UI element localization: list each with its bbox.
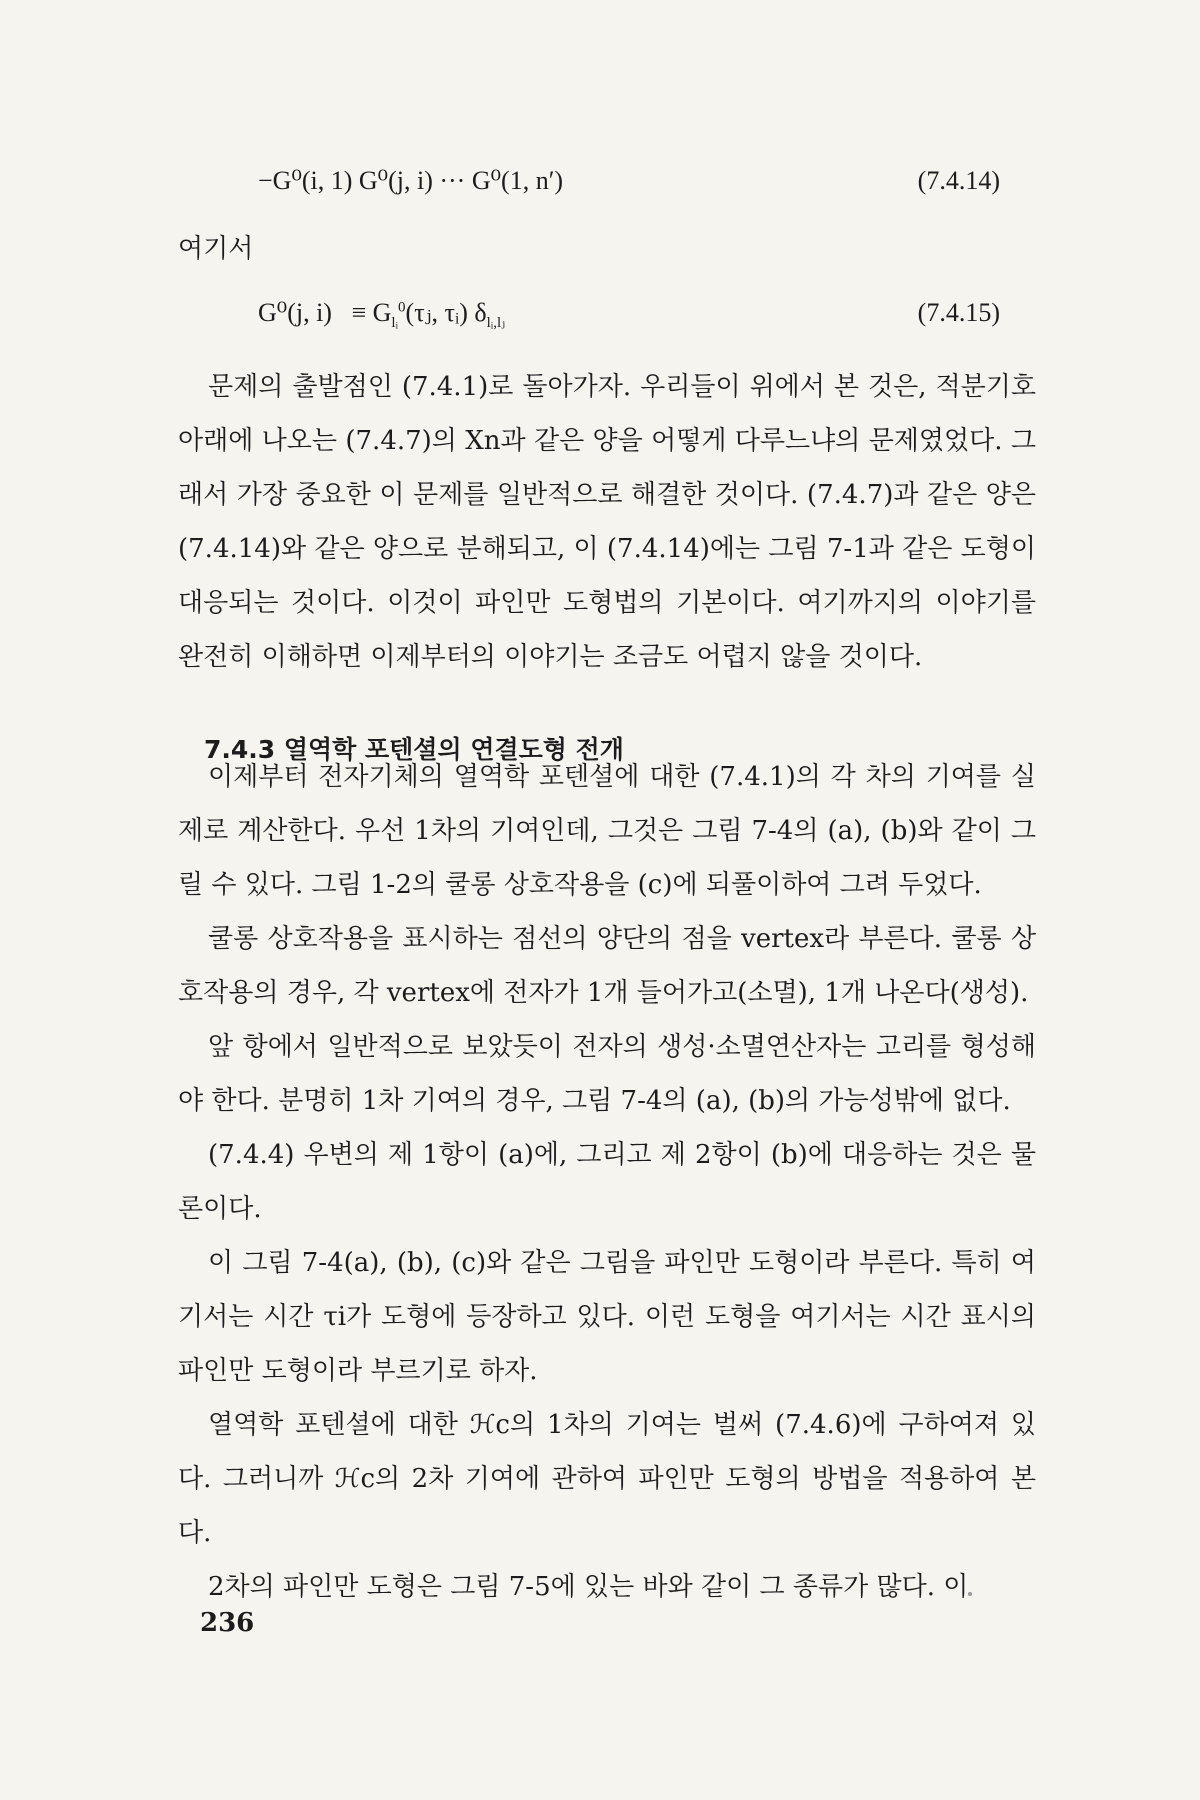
paragraph: 이제부터 전자기체의 열역학 포텐셜에 대한 (7.4.1)의 각 차의 기여를 실제로 계산한다. 우선 1차의 기여인데, 그것은 그림 7-4의 (a), (b)와 같이 그릴 수 있다. 그림 1-2의 쿨롱 상호작용을 (c)에 되풀이하여 그려 두었다. [178, 762, 1036, 900]
paragraph: (7.4.4) 우변의 제 1항이 (a)에, 그리고 제 2항이 (b)에 대응하는 것은 물론이다. [178, 1140, 1036, 1224]
equation-body [258, 298, 505, 332]
where-label: 여기서 [178, 234, 254, 264]
paragraph: 2차의 파인만 도형은 그림 7-5에 있는 바와 같이 그 종류가 많다. 이 [208, 1572, 969, 1602]
green-function-superscript: 0 [398, 299, 406, 316]
equation-number: (7.4.14) [917, 166, 1000, 195]
equation-arguments: (τⱼ, τᵢ) δ [405, 298, 487, 327]
equation-lhs: G⁰(j, i) [258, 298, 332, 327]
print-speck [968, 1592, 972, 1596]
paragraph: 앞 항에서 일반적으로 보았듯이 전자의 생성·소멸연산자는 고리를 형성해야 한다. 분명히 1차 기여의 경우, 그림 7-4의 (a), (b)의 가능성밖에 없다. [178, 1032, 1036, 1116]
equation-body: −G⁰(i, 1) G⁰(j, i) ··· G⁰(1, n′) [258, 166, 564, 195]
body-text-block-2 [178, 750, 1036, 1614]
equation-7-4-15 [0, 290, 1200, 340]
equation-operator: ≡ [351, 298, 367, 327]
equation-green-function: G [372, 298, 392, 327]
paragraph: 이 그림 7-4(a), (b), (c)와 같은 그림을 파인만 도형이라 부른다. 특히 여기서는 시간 τi가 도형에 등장하고 있다. 이런 도형을 여기서는 시간 표시의 파인만 도형이라 부르기로 하자. [178, 1248, 1036, 1386]
paragraph: 열역학 포텐셜에 대한 ℋc의 1차의 기여는 벌써 (7.4.6)에 구하여져 있다. 그러니까 ℋc의 2차 기여에 관하여 파인만 도형의 방법을 적용하여 본다. [178, 1410, 1036, 1548]
paragraph: 문제의 출발점인 (7.4.1)로 돌아가자. 우리들이 위에서 본 것은, 적분기호 아래에 나오는 (7.4.7)의 Xn과 같은 양을 어떻게 다루느냐의 문제였었다. 그래서 가장 중요한 이 문제를 일반적으로 해결한 것이다. (7.4.7)과 같은 양은 (7.4.14)와 같은 양으로 분해되고, 이 (7.4.14)에는 그림 7-1과 같은 도형이 대응되는 것이다. 이것이 파인만 도형법의 기본이다. 여기까지의 이야기를 완전히 이해하면 이제부터의 이야기는 조금도 어렵지 않을 것이다. [178, 372, 1036, 672]
paragraph: 쿨롱 상호작용을 표시하는 점선의 양단의 점을 vertex라 부른다. 쿨롱 상호작용의 경우, 각 vertex에 전자가 1개 들어가고(소멸), 1개 나온다(생성). [178, 924, 1036, 1008]
page-number: 236 [200, 1608, 255, 1638]
body-text-block-1 [178, 360, 1036, 684]
section-heading: 7.4.3 열역학 포텐셜의 연결도형 전개 [204, 735, 624, 764]
equation-number: (7.4.15) [917, 298, 1000, 327]
green-function-subscript: lᵢ [391, 315, 399, 332]
equation-7-4-14 [0, 158, 1200, 208]
delta-subscript: lᵢ,lⱼ [486, 315, 506, 332]
